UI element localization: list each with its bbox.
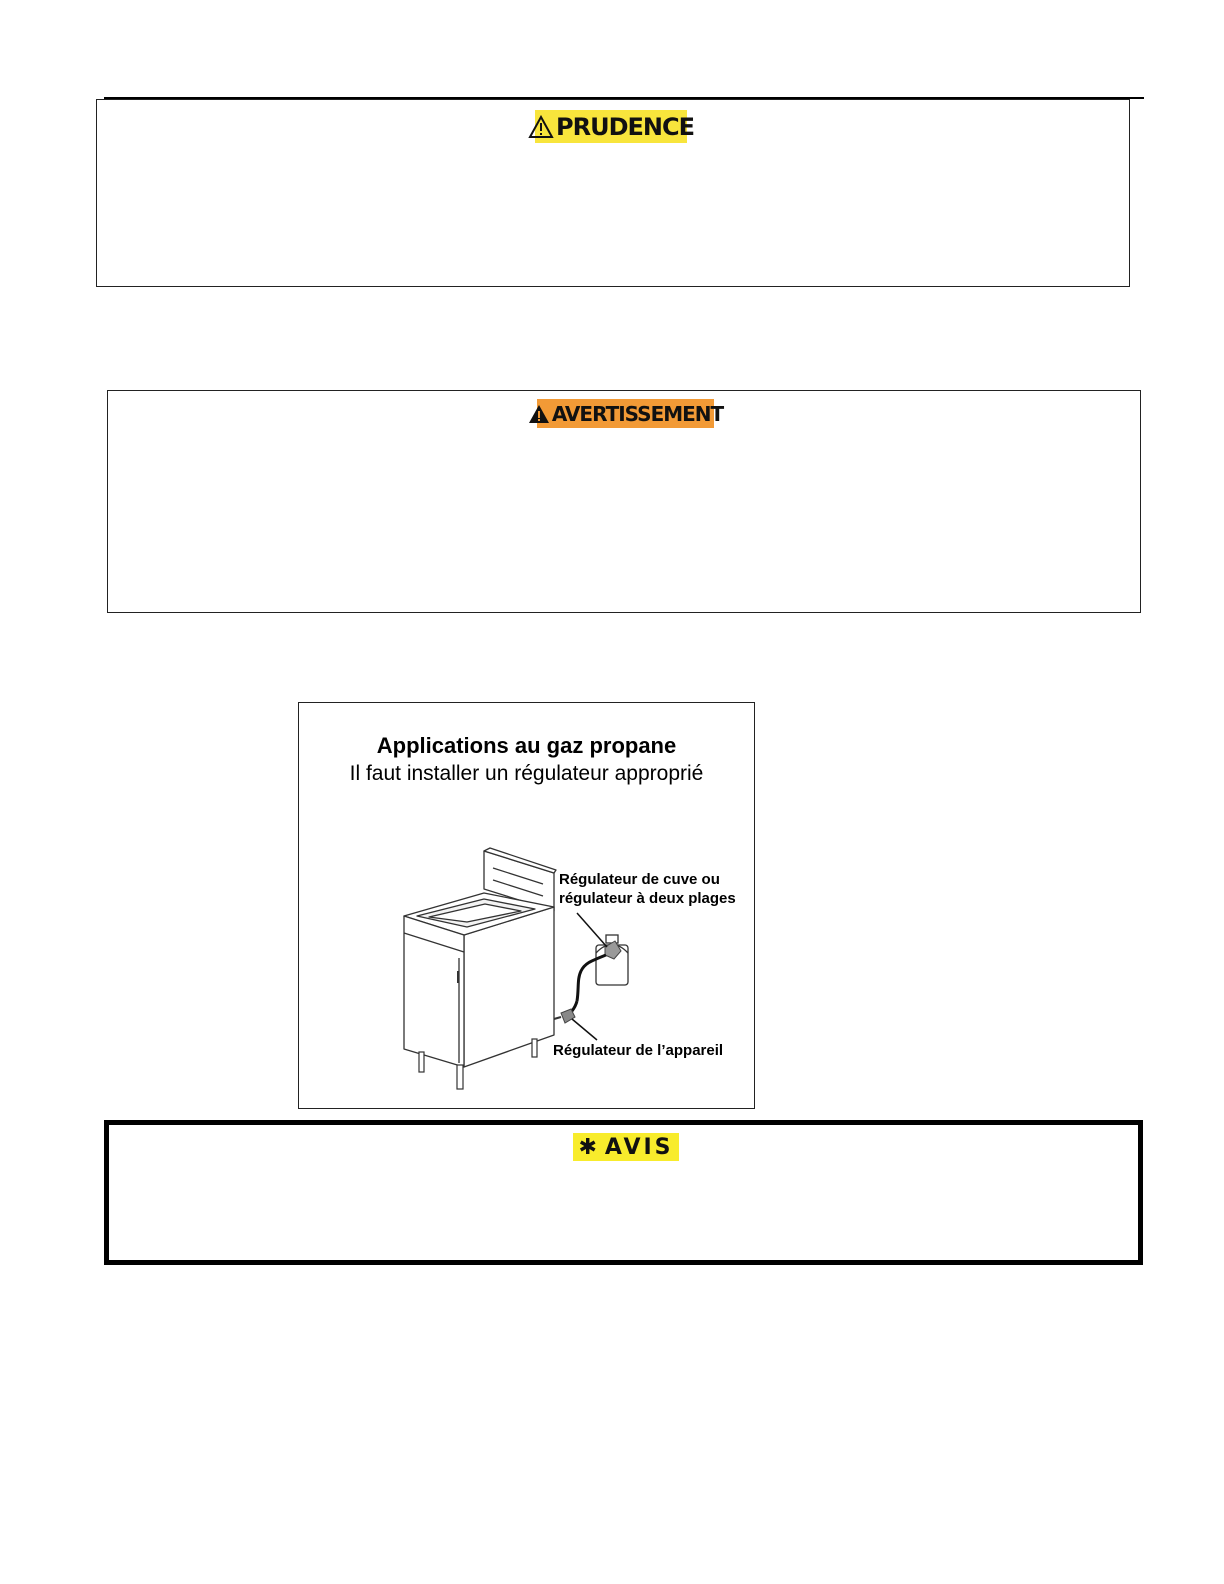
caution-label [535,110,694,143]
figure-subtitle: Il faut installer un régulateur approprié [349,762,704,785]
tank-regulator-line1: Régulateur de cuve ou [559,871,720,888]
warning-triangle-filled-icon [528,404,550,424]
tank-regulator-line2: régulateur à deux plages [559,890,736,907]
notice-label [573,1133,679,1161]
warning-label [537,399,724,428]
asterisk-icon: ✱ [578,1134,597,1160]
tank-regulator-callout [559,870,736,908]
caution-label-text: PRUDENCE [556,112,694,141]
propane-figure [298,702,755,1109]
caution-triangle-outline-icon [528,115,554,139]
figure-title: Applications au gaz propane [376,733,677,758]
notice-label-text: AVIS [604,1134,674,1160]
appliance-regulator-callout: Régulateur de l’appareil [553,1042,724,1059]
warning-label-text: AVERTISSEMENT [551,401,724,426]
